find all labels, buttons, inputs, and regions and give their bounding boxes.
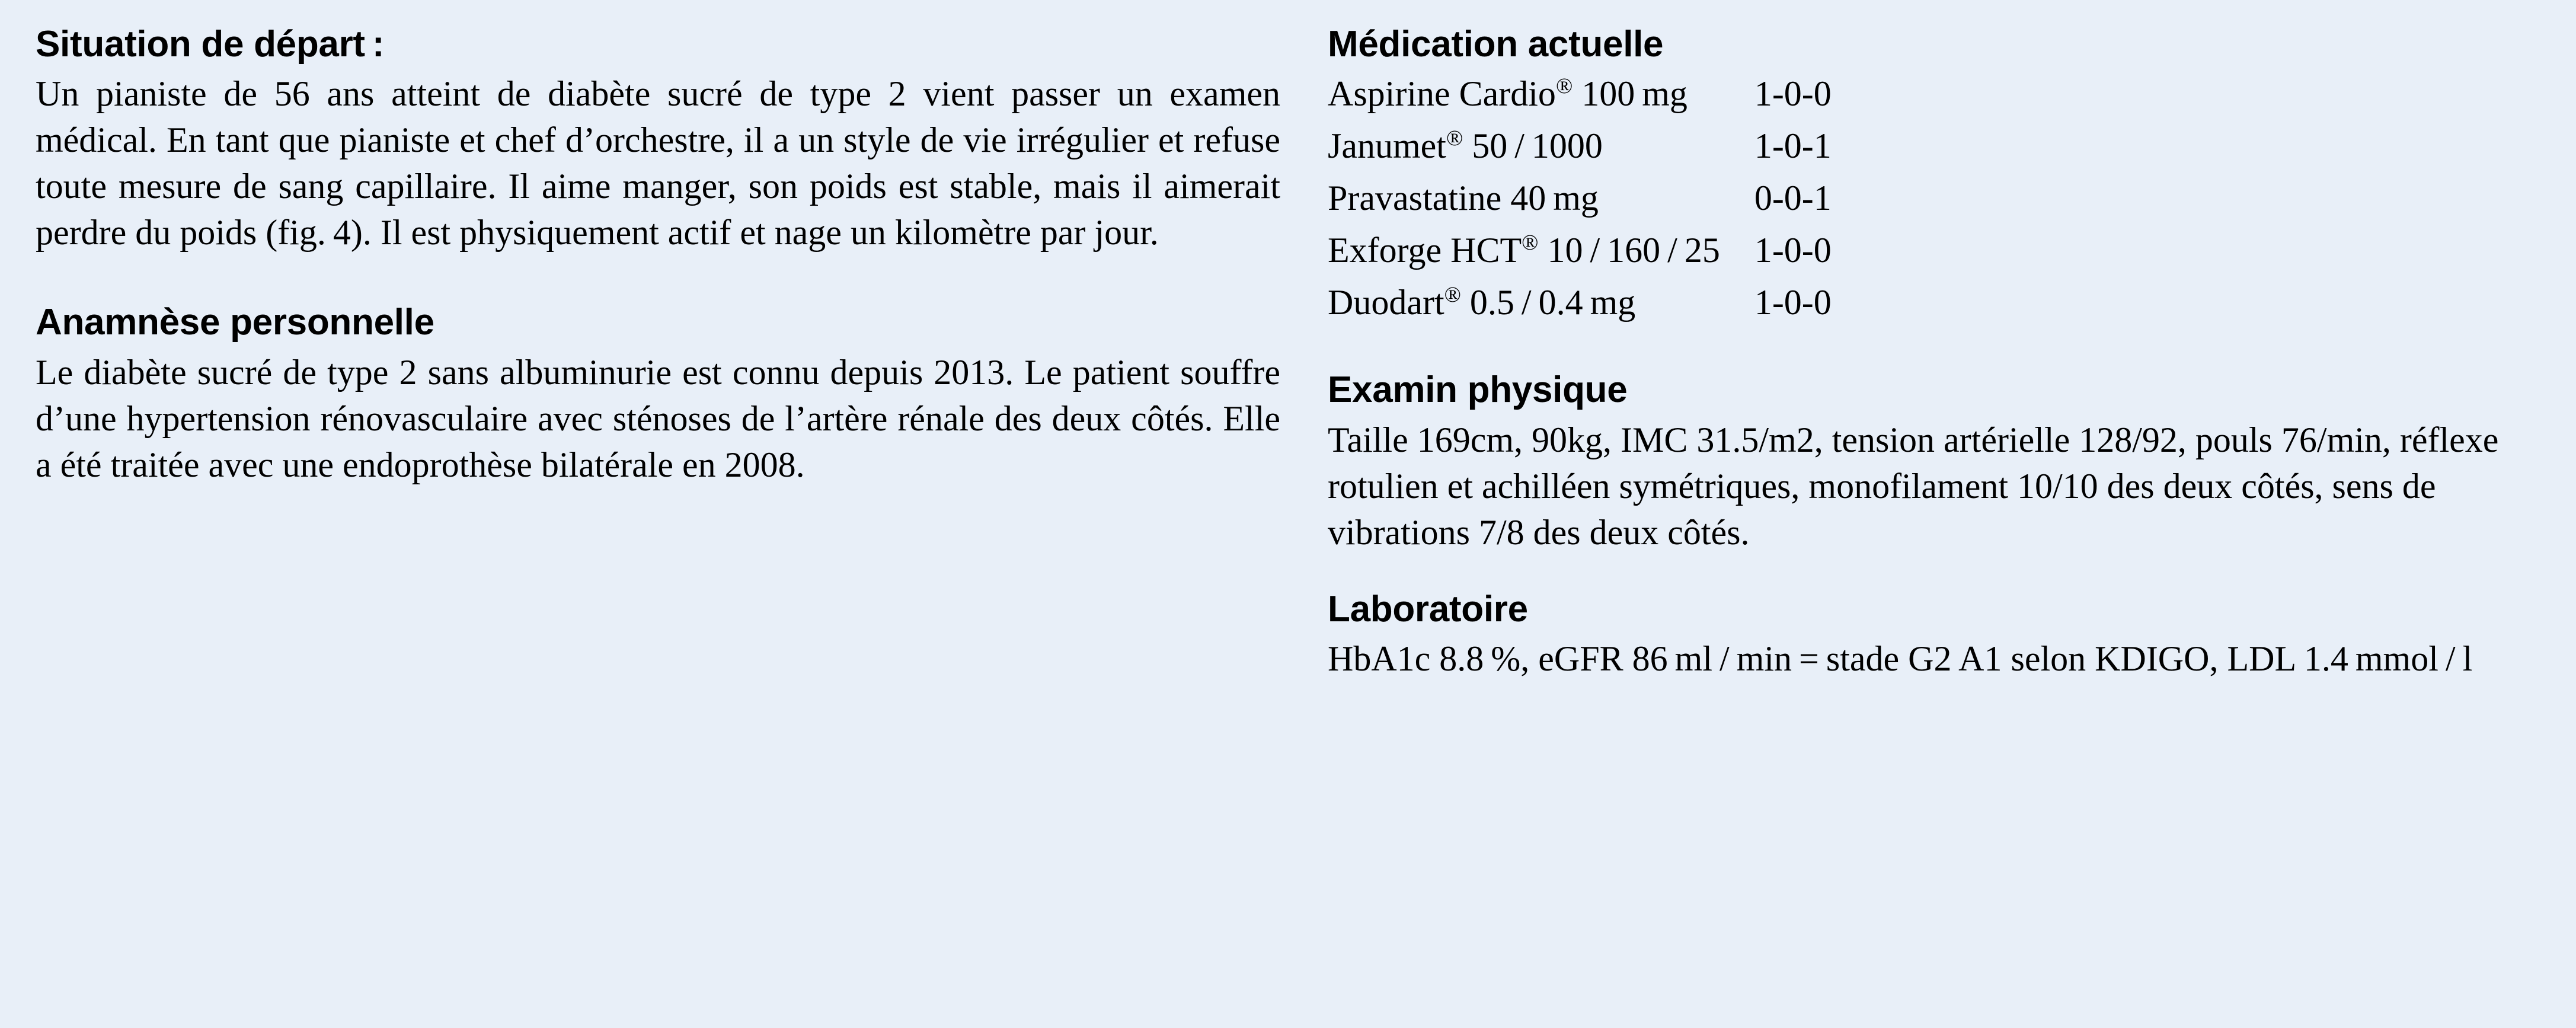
registered-mark: ® [1555, 74, 1573, 99]
medication-schedule: 1-0-0 [1754, 74, 1832, 114]
spacer [1328, 331, 2537, 369]
medication-name-text: Janumet [1328, 126, 1446, 166]
table-row [1328, 175, 1832, 227]
medication-name-text: Aspirine Cardio [1328, 74, 1556, 114]
medication-schedule: 0-0-1 [1754, 178, 1832, 218]
right-column [1328, 24, 2537, 682]
section-text-exam: Taille 169cm, 90kg, IMC 31.5/m2, tension artérielle 128/92, pouls 76/min, réflexe rotulien et achilléen symétriques, monofilament 10/10 des deux côtés, sens de vibrations 7/8 des deux côtés. [1328, 420, 2499, 552]
medication-strength: 50 / 1000 [1472, 126, 1603, 166]
section-title-situation: Situation de départ : [36, 24, 385, 65]
medication-name-text: Pravastatine [1328, 178, 1502, 218]
registered-mark: ® [1444, 283, 1461, 308]
table-row [1328, 123, 1832, 175]
section-text-laboratory: HbA1c 8.8 %, eGFR 86 ml / min = stade G2 A1 selon KDIGO, LDL 1.4 mmol / l [1328, 639, 2473, 679]
two-column-layout [36, 24, 2540, 682]
medication-schedule: 1-0-0 [1754, 231, 1832, 270]
spacer [1328, 555, 2537, 589]
table-row [1328, 227, 1832, 279]
medication-strength: 100 mg [1581, 74, 1687, 114]
medication-name [1328, 71, 1749, 123]
medication-name [1328, 123, 1749, 175]
registered-mark: ® [1446, 126, 1463, 151]
left-column [36, 24, 1328, 488]
medication-strength: 0.5 / 0.4 mg [1469, 283, 1636, 323]
medication-name-text: Duodart [1328, 283, 1444, 323]
section-title-anamnese: Anamnèse personnelle [36, 302, 434, 343]
section-text-anamnese: Le diabète sucré de type 2 sans albuminurie est connu depuis 2013. Le patient souffre d’une hypertension rénovasculaire avec sténoses de l’artère rénale des deux côtés. Elle a été traitée avec une endoprothèse bilatérale en 2008. [36, 352, 1280, 484]
medication-strength: 10 / 160 / 25 [1547, 231, 1720, 270]
medication-strength: 40 mg [1510, 178, 1599, 218]
medication-table-body [1328, 71, 1832, 331]
medication-schedule: 1-0-0 [1754, 283, 1832, 323]
section-text-situation: Un pianiste de 56 ans atteint de diabète sucré de type 2 vient passer un examen médical. En tant que pianiste et chef d’orchestre, il a un style de vie irrégulier et refuse toute mesure de sang capillaire. Il aime manger, son poids est stable, mais il aimerait perdre du poids (fig. 4). Il est physiquement actif et nage un kilomètre par jour. [36, 74, 1280, 253]
medication-schedule: 1-0-1 [1754, 126, 1832, 166]
section-title-medication: Médication actuelle [1328, 24, 1664, 65]
medication-name [1328, 175, 1749, 227]
registered-mark: ® [1522, 231, 1539, 256]
medication-name-text: Exforge HCT [1328, 231, 1522, 270]
section-title-laboratory: Laboratoire [1328, 588, 1528, 630]
medication-table [1328, 71, 1832, 331]
table-row [1328, 71, 1832, 123]
medication-name [1328, 227, 1749, 279]
section-title-exam: Examin physique [1328, 369, 1628, 411]
table-row [1328, 279, 1832, 331]
medication-name [1328, 279, 1749, 331]
